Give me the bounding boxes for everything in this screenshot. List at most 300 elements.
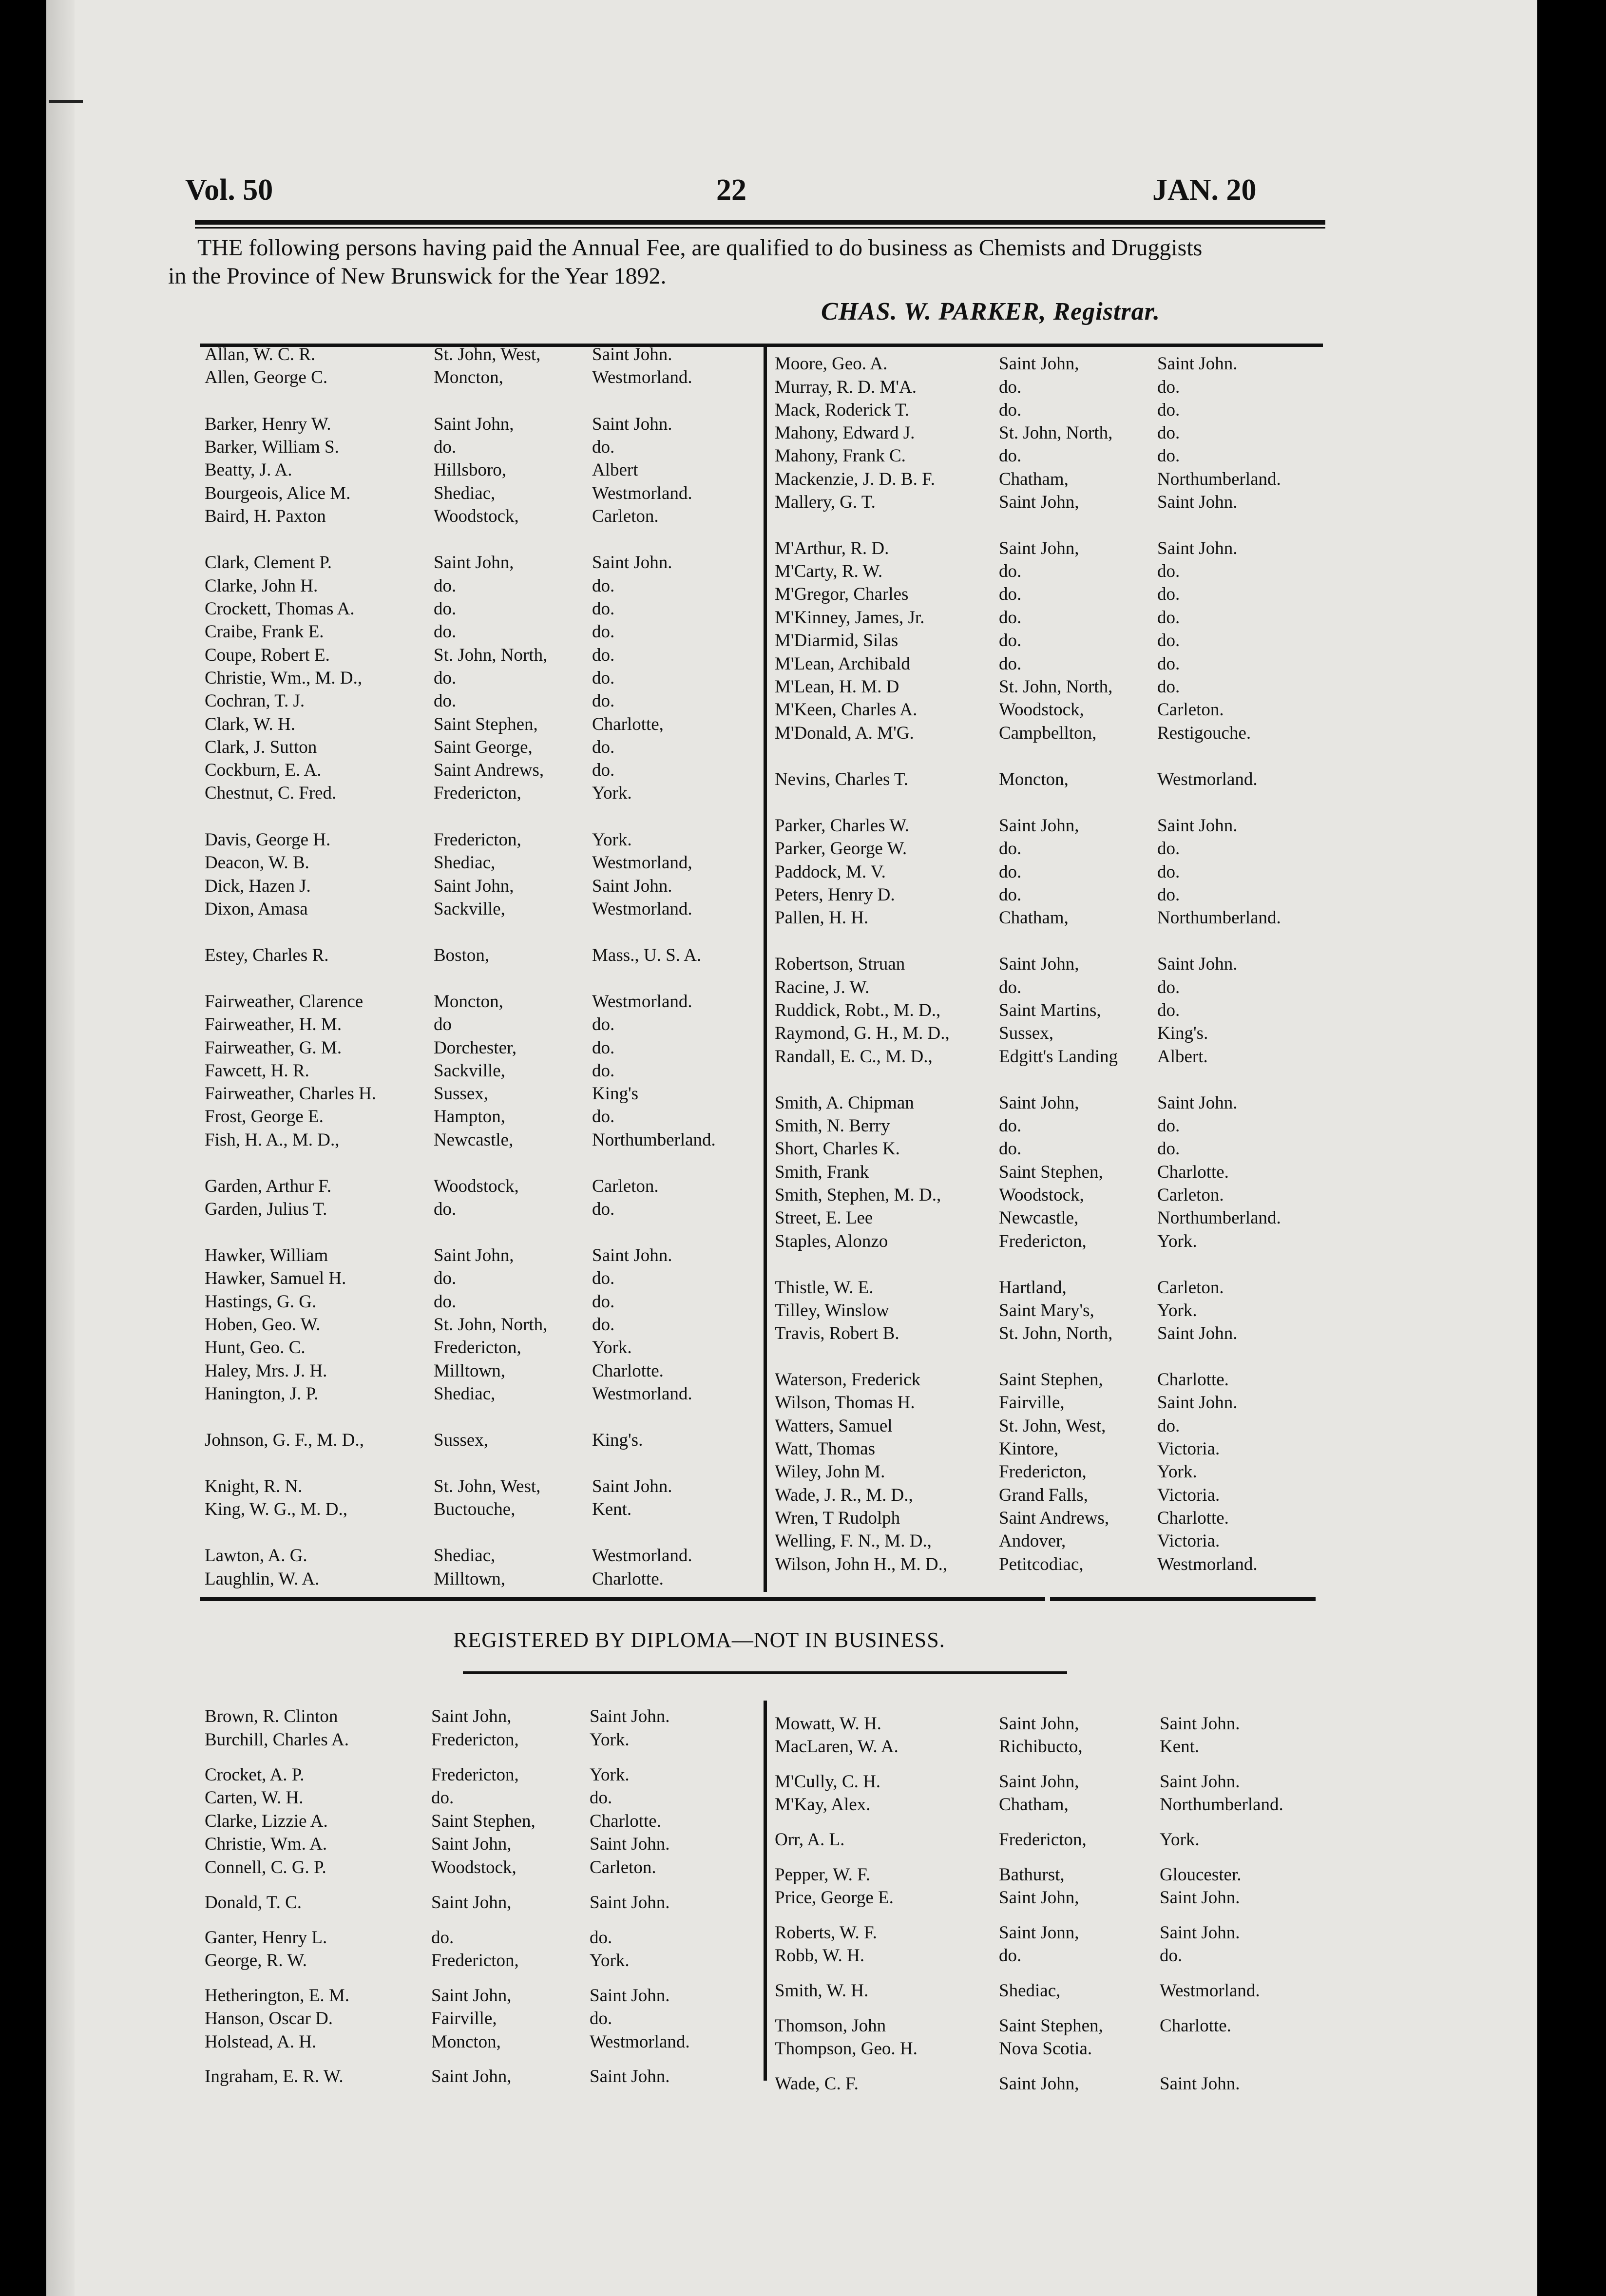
entry-name: Ingraham, E. R. W.	[205, 2066, 344, 2086]
entry-town: do.	[434, 691, 457, 711]
entry-name: M'Kinney, James, Jr.	[775, 608, 925, 628]
entry-name: Watters, Samuel	[775, 1416, 893, 1436]
entry-name: Parker, George W.	[775, 839, 907, 859]
entry-county: Westmorland.	[1160, 1981, 1260, 2001]
entry-town: do.	[434, 668, 457, 688]
entry-name: Peters, Henry D.	[775, 885, 895, 905]
entry-town: Woodstock,	[434, 1176, 519, 1196]
entry-county: do.	[1157, 561, 1180, 581]
entry-name: Crockett, Thomas A.	[205, 599, 355, 619]
entry-town: Saint John,	[999, 816, 1079, 836]
entry-name: Mack, Roderick T.	[775, 400, 910, 420]
entry-town: do.	[999, 862, 1022, 882]
entry-county: York.	[1157, 1462, 1197, 1482]
entry-name: Baird, H. Paxton	[205, 506, 326, 526]
entry-name: Smith, N. Berry	[775, 1116, 890, 1136]
registrar-signature: CHAS. W. PARKER, Registrar.	[821, 298, 1160, 325]
entry-county: Saint John.	[592, 1245, 672, 1265]
entry-town: Andover,	[999, 1531, 1066, 1551]
entry-name: Short, Charles K.	[775, 1139, 900, 1159]
entry-county: Restigouche.	[1157, 723, 1251, 743]
entry-town: Moncton,	[434, 992, 503, 1012]
entry-county: Charlotte.	[592, 1361, 664, 1381]
entry-county: Saint John.	[1157, 1093, 1238, 1113]
entry-town: do.	[431, 1788, 454, 1808]
entry-town: Saint John,	[434, 1245, 514, 1265]
entry-county: do.	[1157, 1116, 1180, 1136]
entry-town: Saint Mary's,	[999, 1301, 1094, 1320]
table-bottom-rule-left	[200, 1597, 1045, 1601]
entry-name: Carten, W. H.	[205, 1788, 304, 1808]
entry-name: Watt, Thomas	[775, 1439, 875, 1459]
entry-town: Saint John,	[999, 1714, 1079, 1734]
entry-name: Price, George E.	[775, 1888, 894, 1908]
entry-town: Saint John,	[999, 1093, 1079, 1113]
entry-town: St. John, West,	[999, 1416, 1106, 1436]
entry-town: do.	[434, 1292, 457, 1312]
entry-town: Shediac,	[434, 1546, 496, 1566]
entry-town: Fredericton,	[431, 1765, 519, 1785]
entry-name: Thistle, W. E.	[775, 1278, 874, 1298]
entry-county: do.	[1157, 377, 1180, 397]
entry-town: Saint Jonn,	[999, 1923, 1079, 1943]
entry-county: Northumberland.	[1157, 908, 1281, 928]
entry-town: do.	[999, 977, 1022, 997]
entry-name: Lawton, A. G.	[205, 1546, 307, 1566]
entry-town: Sackville,	[434, 899, 505, 919]
entry-town: Sussex,	[999, 1023, 1054, 1043]
entry-county: do.	[1157, 654, 1180, 674]
entry-name: Welling, F. N., M. D.,	[775, 1531, 932, 1551]
entry-county: Saint John.	[1157, 354, 1238, 374]
entry-name: Thompson, Geo. H.	[775, 2039, 918, 2059]
entry-town: Saint John,	[431, 1986, 512, 2006]
entry-town: do.	[999, 446, 1022, 466]
entry-town: Fredericton,	[999, 1231, 1087, 1251]
entry-name: Thomson, John	[775, 2016, 886, 2036]
entry-county: do.	[592, 737, 615, 757]
entry-county: Albert	[592, 460, 638, 480]
entry-name: Christie, Wm., M. D.,	[205, 668, 363, 688]
entry-town: Dorchester,	[434, 1038, 517, 1058]
entry-town: Saint Stephen,	[999, 1370, 1103, 1390]
entry-name: Johnson, G. F., M. D.,	[205, 1430, 364, 1450]
entry-name: Smith, Stephen, M. D.,	[775, 1185, 941, 1205]
entry-name: M'Lean, H. M. D	[775, 677, 899, 697]
entry-name: M'Keen, Charles A.	[775, 700, 918, 720]
entry-county: King's	[592, 1084, 639, 1104]
entry-county: York.	[590, 1730, 630, 1750]
section-rule	[463, 1671, 1067, 1674]
entry-town: Saint Martins,	[999, 1000, 1101, 1020]
entry-town: Fairville,	[431, 2009, 497, 2028]
entry-town: do.	[999, 885, 1022, 905]
entry-town: Saint Stephen,	[431, 1811, 535, 1831]
entry-name: Paddock, M. V.	[775, 862, 886, 882]
entry-county: Kent.	[592, 1499, 632, 1519]
entry-town: Sackville,	[434, 1061, 505, 1081]
entry-town: do.	[434, 1199, 457, 1219]
entry-county: Carleton.	[1157, 700, 1224, 720]
entry-town: do.	[999, 608, 1022, 628]
entry-county: do.	[1157, 584, 1180, 604]
entry-name: Allen, George C.	[205, 367, 328, 387]
entry-county: Saint John.	[592, 1476, 672, 1496]
entry-county: Saint John.	[1160, 1923, 1240, 1943]
entry-town: Saint John,	[431, 1706, 512, 1726]
entry-town: Shediac,	[999, 1981, 1061, 2001]
entry-town: do.	[999, 377, 1022, 397]
entry-name: Hetherington, E. M.	[205, 1986, 349, 2006]
entry-county: Kent.	[1160, 1737, 1200, 1757]
entry-town: do.	[999, 584, 1022, 604]
entry-town: Milltown,	[434, 1361, 505, 1381]
entry-name: Clarke, Lizzie A.	[205, 1811, 328, 1831]
entry-town: St. John, North,	[999, 1323, 1113, 1343]
entry-county: Saint John.	[590, 2066, 670, 2086]
entry-county: do.	[590, 2009, 612, 2028]
entry-name: Clark, Clement P.	[205, 553, 332, 573]
entry-name: Estey, Charles R.	[205, 945, 329, 965]
entry-town: Saint Stephen,	[999, 2016, 1103, 2036]
entry-county: York.	[1157, 1301, 1197, 1320]
entry-town: Saint John,	[999, 492, 1079, 512]
entry-town: Saint John,	[431, 1893, 512, 1913]
entry-name: Wilson, Thomas H.	[775, 1393, 915, 1413]
entry-county: Gloucester.	[1160, 1865, 1242, 1885]
entry-name: Smith, A. Chipman	[775, 1093, 914, 1113]
entry-town: St. John, West,	[434, 1476, 541, 1496]
entry-town: Bathurst,	[999, 1865, 1065, 1885]
entry-town: Woodstock,	[999, 1185, 1084, 1205]
entry-town: Fredericton,	[434, 830, 521, 850]
column-divider	[764, 347, 767, 1592]
entry-name: Randall, E. C., M. D.,	[775, 1047, 933, 1067]
entry-name: Staples, Alonzo	[775, 1231, 888, 1251]
entry-name: Dick, Hazen J.	[205, 876, 311, 896]
entry-county: Carleton.	[1157, 1278, 1224, 1298]
entry-name: Smith, W. H.	[775, 1981, 869, 2001]
entry-name: Barker, William S.	[205, 437, 339, 457]
entry-county: Saint John.	[592, 876, 672, 896]
entry-county: Saint John.	[590, 1893, 670, 1913]
entry-county: Charlotte.	[1157, 1508, 1229, 1528]
entry-name: Street, E. Lee	[775, 1208, 873, 1228]
entry-name: Mowatt, W. H.	[775, 1714, 881, 1734]
entry-county: Northumberland.	[592, 1130, 716, 1150]
entry-town: Shediac,	[434, 1384, 496, 1404]
entry-name: Bourgeois, Alice M.	[205, 483, 351, 503]
entry-name: Allan, W. C. R.	[205, 344, 316, 364]
entry-county: Saint John.	[1160, 1772, 1240, 1792]
entry-county: Victoria.	[1157, 1439, 1220, 1459]
entry-name: Clark, W. H.	[205, 714, 296, 734]
entry-name: M'Donald, A. M'G.	[775, 723, 914, 743]
entry-town: Fredericton,	[431, 1951, 519, 1971]
entry-town: Saint Andrews,	[434, 760, 544, 780]
entry-town: Saint John,	[999, 1888, 1079, 1908]
entry-county: do.	[1160, 1946, 1183, 1966]
table-bottom-rule-right	[1050, 1597, 1316, 1601]
entry-name: Frost, George E.	[205, 1107, 324, 1127]
entry-name: Ganter, Henry L.	[205, 1928, 327, 1948]
entry-county: do.	[592, 622, 615, 642]
entry-county: York.	[590, 1951, 630, 1971]
entry-town: Saint John,	[999, 954, 1079, 974]
entry-town: Newcastle,	[434, 1130, 514, 1150]
entry-county: do.	[592, 691, 615, 711]
intro-notice	[168, 234, 1347, 290]
entry-town: St. John, North,	[434, 645, 548, 665]
entry-county: do.	[590, 1788, 612, 1808]
entry-county: do.	[592, 668, 615, 688]
entry-county: Saint John.	[1160, 1888, 1240, 1908]
entry-name: Wren, T Rudolph	[775, 1508, 900, 1528]
entry-town: Milltown,	[434, 1569, 505, 1589]
entry-county: Saint John.	[1160, 2074, 1240, 2094]
entry-name: Burchill, Charles A.	[205, 1730, 349, 1750]
entry-county: Charlotte.	[592, 1569, 664, 1589]
entry-town: Woodstock,	[431, 1857, 516, 1877]
entry-town: Nova Scotia.	[999, 2039, 1092, 2059]
entry-name: Mahony, Frank C.	[775, 446, 906, 466]
entry-name: Fairweather, Charles H.	[205, 1084, 376, 1104]
entry-town: Chatham,	[999, 908, 1069, 928]
entry-town: do.	[999, 1139, 1022, 1159]
entry-county: Northumberland.	[1157, 1208, 1281, 1228]
entry-town: Saint Stephen,	[434, 714, 538, 734]
entry-name: Donald, T. C.	[205, 1893, 302, 1913]
entry-county: Carleton.	[592, 506, 659, 526]
entry-county: do.	[592, 599, 615, 619]
entry-name: Wade, C. F.	[775, 2074, 859, 2094]
entry-county: Saint John.	[590, 1834, 670, 1854]
entry-name: M'Carty, R. W.	[775, 561, 883, 581]
entry-name: Clark, J. Sutton	[205, 737, 317, 757]
entry-town: do.	[999, 1946, 1022, 1966]
entry-name: Racine, J. W.	[775, 977, 870, 997]
entry-county: Charlotte,	[592, 714, 664, 734]
entry-county: Victoria.	[1157, 1485, 1220, 1505]
entry-county: do.	[1157, 1139, 1180, 1159]
entry-county: do.	[592, 576, 615, 596]
entry-town: do.	[999, 654, 1022, 674]
entry-county: do.	[1157, 677, 1180, 697]
entry-name: Mallery, G. T.	[775, 492, 876, 512]
entry-name: Cockburn, E. A.	[205, 760, 322, 780]
entry-county: Saint John.	[1157, 492, 1238, 512]
entry-town: Moncton,	[431, 2032, 501, 2052]
entry-name: Orr, A. L.	[775, 1830, 845, 1850]
entry-town: Fairville,	[999, 1393, 1065, 1413]
entry-name: Davis, George H.	[205, 830, 331, 850]
entry-county: do.	[590, 1928, 612, 1948]
entry-name: Moore, Geo. A.	[775, 354, 888, 374]
entry-name: M'Gregor, Charles	[775, 584, 909, 604]
entry-county: do.	[1157, 400, 1180, 420]
entry-town: Saint John,	[999, 1772, 1079, 1792]
entry-name: George, R. W.	[205, 1951, 307, 1971]
entry-name: Roberts, W. F.	[775, 1923, 877, 1943]
entry-town: Saint Andrews,	[999, 1508, 1109, 1528]
entry-town: do.	[434, 1268, 457, 1288]
entry-town: do.	[431, 1928, 454, 1948]
entry-county: do.	[592, 760, 615, 780]
entry-county: York.	[592, 783, 632, 803]
entry-county: do.	[1157, 885, 1180, 905]
entry-name: Garden, Arthur F.	[205, 1176, 332, 1196]
entry-county: Westmorland.	[592, 1546, 692, 1566]
entry-town: Petitcodiac,	[999, 1554, 1084, 1574]
entry-town: Saint John,	[434, 876, 514, 896]
entry-name: Hawker, William	[205, 1245, 328, 1265]
entry-town: do.	[999, 839, 1022, 859]
entry-name: Pepper, W. F.	[775, 1865, 870, 1885]
entry-name: M'Cully, C. H.	[775, 1772, 881, 1792]
page-number: 22	[716, 173, 746, 207]
entry-name: Robb, W. H.	[775, 1946, 865, 1966]
entry-county: do.	[592, 1061, 615, 1081]
entry-name: Deacon, W. B.	[205, 853, 309, 873]
entry-name: Fawcett, H. R.	[205, 1061, 309, 1081]
margin-dash-mark	[49, 100, 83, 103]
entry-town: Kintore,	[999, 1439, 1059, 1459]
entry-town: Saint John,	[999, 538, 1079, 558]
entry-county: Westmorland.	[592, 899, 692, 919]
entry-town: Boston,	[434, 945, 490, 965]
entry-town: Saint John,	[999, 2074, 1079, 2094]
entry-county: Charlotte.	[590, 1811, 661, 1831]
entry-town: Fredericton,	[999, 1462, 1087, 1482]
entry-town: Saint John,	[999, 354, 1079, 374]
entry-county: do.	[592, 645, 615, 665]
entry-county: do.	[1157, 446, 1180, 466]
entry-county: do.	[1157, 977, 1180, 997]
entry-county: Carleton.	[1157, 1185, 1224, 1205]
entry-county: do.	[1157, 862, 1180, 882]
entry-town: do.	[999, 1116, 1022, 1136]
entry-name: Dixon, Amasa	[205, 899, 308, 919]
entry-town: Saint John,	[434, 553, 514, 573]
entry-name: Robertson, Struan	[775, 954, 905, 974]
entry-town: St. John, North,	[999, 423, 1113, 443]
entry-county: Westmorland.	[592, 483, 692, 503]
entry-town: Fredericton,	[431, 1730, 519, 1750]
entry-name: Fish, H. A., M. D.,	[205, 1130, 340, 1150]
entry-county: King's.	[592, 1430, 643, 1450]
entry-town: Saint George,	[434, 737, 533, 757]
entry-name: Smith, Frank	[775, 1162, 869, 1182]
entry-town: Fredericton,	[434, 783, 521, 803]
entry-county: Charlotte.	[1157, 1370, 1229, 1390]
table-top-rule	[200, 344, 1323, 347]
entry-county: Saint John.	[1157, 538, 1238, 558]
entry-county: Saint John.	[1157, 1393, 1238, 1413]
entry-name: Wilson, John H., M. D.,	[775, 1554, 948, 1574]
entry-town: Hampton,	[434, 1107, 505, 1127]
entry-town: Newcastle,	[999, 1208, 1079, 1228]
entry-town: do.	[999, 561, 1022, 581]
entry-name: Haley, Mrs. J. H.	[205, 1361, 327, 1381]
entry-name: Knight, R. N.	[205, 1476, 303, 1496]
entry-name: Hanington, J. P.	[205, 1384, 319, 1404]
entry-county: Albert.	[1157, 1047, 1208, 1067]
entry-county: Charlotte.	[1157, 1162, 1229, 1182]
entry-county: Saint John.	[590, 1706, 670, 1726]
entry-county: do.	[592, 437, 615, 457]
entry-town: Chatham,	[999, 1795, 1069, 1815]
section-title-diploma: REGISTERED BY DIPLOMA—NOT IN BUSINESS.	[453, 1628, 945, 1652]
entry-county: York.	[1160, 1830, 1200, 1850]
entry-name: Christie, Wm. A.	[205, 1834, 327, 1854]
entry-county: York.	[592, 1338, 632, 1358]
column-divider	[764, 1701, 767, 2081]
entry-county: Westmorland.	[592, 367, 692, 387]
entry-name: M'Kay, Alex.	[775, 1795, 871, 1815]
entry-name: Fairweather, H. M.	[205, 1014, 342, 1034]
entry-name: Barker, Henry W.	[205, 414, 331, 434]
entry-name: Waterson, Frederick	[775, 1370, 921, 1390]
entry-county: do.	[592, 1292, 615, 1312]
entry-town: do.	[434, 576, 457, 596]
entry-name: Coupe, Robert E.	[205, 645, 330, 665]
entry-name: Laughlin, W. A.	[205, 1569, 320, 1589]
entry-county: Carleton.	[592, 1176, 659, 1196]
entry-county: do.	[1157, 839, 1180, 859]
entry-town: Hillsboro,	[434, 460, 507, 480]
entry-county: Westmorland.	[1157, 769, 1258, 789]
entry-name: Brown, R. Clinton	[205, 1706, 338, 1726]
entry-county: do.	[592, 1199, 615, 1219]
entry-county: Saint John.	[1160, 1714, 1240, 1734]
entry-county: do.	[1157, 1416, 1180, 1436]
entry-name: Raymond, G. H., M. D.,	[775, 1023, 950, 1043]
entry-county: do.	[592, 1038, 615, 1058]
entry-county: Saint John.	[1157, 1323, 1238, 1343]
header-rule-thin	[195, 227, 1325, 229]
entry-name: Fairweather, Clarence	[205, 992, 363, 1012]
entry-town: Woodstock,	[434, 506, 519, 526]
entry-town: St. John, North,	[434, 1315, 548, 1335]
entry-county: do.	[1157, 631, 1180, 651]
entry-county: do.	[1157, 1000, 1180, 1020]
entry-name: Cochran, T. J.	[205, 691, 305, 711]
entry-county: Westmorland.	[1157, 1554, 1258, 1574]
entry-town: Hartland,	[999, 1278, 1067, 1298]
entry-name: Parker, Charles W.	[775, 816, 909, 836]
entry-name: M'Lean, Archibald	[775, 654, 910, 674]
entry-county: do.	[592, 1014, 615, 1034]
entry-town: Chatham,	[999, 469, 1069, 489]
entry-county: do.	[592, 1268, 615, 1288]
entry-town: Edgitt's Landing	[999, 1047, 1118, 1067]
entry-town: Moncton,	[434, 367, 503, 387]
entry-county: Mass., U. S. A.	[592, 945, 702, 965]
entry-name: Clarke, John H.	[205, 576, 318, 596]
entry-county: Saint John.	[592, 414, 672, 434]
intro-line-2: in the Province of New Brunswick for the Year 1892.	[168, 263, 667, 289]
entry-name: Hawker, Samuel H.	[205, 1268, 346, 1288]
entry-name: Hanson, Oscar D.	[205, 2009, 333, 2028]
entry-name: Garden, Julius T.	[205, 1199, 327, 1219]
entry-town: Shediac,	[434, 853, 496, 873]
entry-name: Pallen, H. H.	[775, 908, 869, 928]
entry-name: Holstead, A. H.	[205, 2032, 317, 2052]
entry-town: Saint John,	[431, 2066, 512, 2086]
entry-county: York.	[590, 1765, 630, 1785]
entry-county: Saint John.	[1157, 954, 1238, 974]
entry-town: do.	[999, 400, 1022, 420]
